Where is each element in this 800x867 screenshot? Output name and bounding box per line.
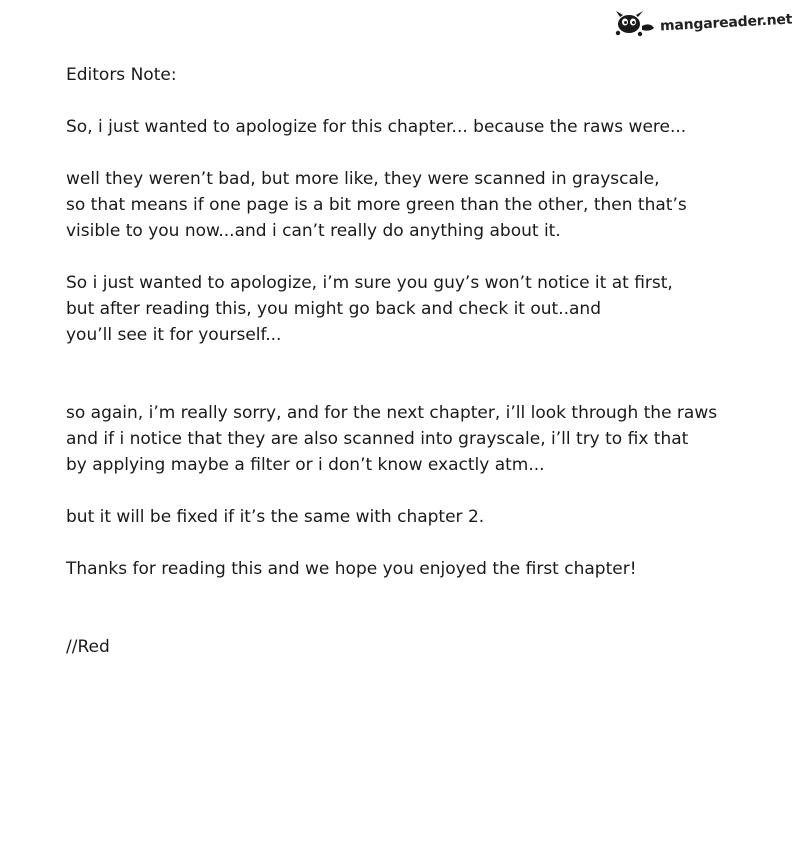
note-line: So, i just wanted to apologize for this chapter... because the raws were...	[66, 117, 687, 137]
note-line: but it will be fixed if it’s the same with chapter 2.	[66, 507, 485, 527]
note-line: visible to you now...and i can’t really do anything about it.	[66, 221, 561, 241]
note-line: by applying maybe a filter or i don’t know exactly atm...	[66, 455, 545, 475]
note-line: and if i notice that they are also scanned into grayscale, i’ll try to fix that	[66, 429, 689, 449]
note-line: well they weren’t bad, but more like, they were scanned in grayscale,	[66, 169, 660, 189]
note-line: so that means if one page is a bit more green than the other, then that’s	[66, 195, 687, 215]
note-line: Thanks for reading this and we hope you enjoyed the first chapter!	[66, 559, 637, 579]
note-line: So i just wanted to apologize, i’m sure you guy’s won’t notice it at first,	[66, 273, 673, 293]
watermark	[612, 8, 792, 38]
editors-note	[66, 62, 778, 660]
watermark-text: mangareader.net	[659, 11, 793, 35]
note-heading: Editors Note:	[66, 65, 177, 85]
note-line: so again, i’m really sorry, and for the next chapter, i’ll look through the raws	[66, 403, 718, 423]
note-signature: //Red	[66, 637, 110, 657]
note-line: but after reading this, you might go back and check it out..and	[66, 299, 602, 319]
note-line: you’ll see it for yourself...	[66, 325, 282, 345]
manga-mascot-icon	[612, 8, 658, 38]
